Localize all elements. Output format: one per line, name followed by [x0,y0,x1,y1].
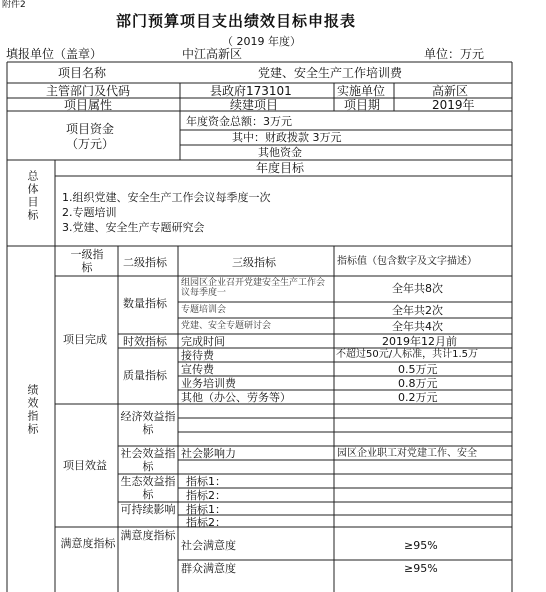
level3-row-name: 指标2： [186,516,226,529]
level3-row-value: 全年共8次 [392,282,443,295]
level3-row-name: 党建、安全专题研讨会 [181,321,272,331]
impl-unit-label: 实施单位 [337,84,386,98]
header-level3: 三级指标 [232,256,276,269]
level3-row-name: 接待费 [181,349,214,362]
level3-row-value: 不超过50元/人标准，共计1.5万 [336,349,478,360]
level2-satisfaction: 满意度指标 [120,529,176,542]
level3-row-name: 群众满意度 [181,562,236,575]
level3-row-name: 社会满意度 [181,539,236,552]
level3-row-value: ≥95% [404,539,438,552]
unit-label: 单位：万元 [424,47,485,61]
level3-row-name: 指标1： [186,503,226,516]
level3-row-name: 指标1： [186,475,226,488]
fund-total: 年度资金总额：3万元 [186,115,292,128]
level3-row-value: 0.5万元 [398,363,438,376]
level2-social: 社会效益指标 [120,447,176,473]
attachment-label: 附件2 [2,0,26,10]
header-level1: 一级指标 [70,248,104,274]
attr-label: 项目属性 [64,98,113,112]
level2-quantity: 数量指标 [123,297,167,310]
level2-sustainable: 可持续影响 [120,503,176,516]
fund-label: 项目资金 [66,122,115,136]
fund-other: 其他资金 [258,146,302,159]
attr-value: 续建项目 [230,98,279,112]
level2-economic: 经济效益指标 [120,410,176,436]
dept-label: 主管部门及代码 [46,84,131,98]
year-goal-header: 年度目标 [256,161,305,175]
page-title: 部门预算项目支出绩效目标申报表 [116,12,357,30]
performance-indicator-label: 绩效指标 [26,384,39,436]
level3-row-value: 园区企业职工对党建工作、安全 [337,448,477,459]
level3-row-name: 指标2： [186,489,226,502]
level3-row-value: 0.8万元 [398,377,438,390]
level3-row-name: 社会影响力 [181,447,236,460]
level3-row-value: 全年共4次 [392,320,443,333]
goal-item: 3.党建、安全生产专题研究会 [62,221,205,234]
overall-target-label: 总体目标 [26,170,39,222]
filling-unit-label: 填报单位（盖章） [6,47,103,61]
filling-unit-value: 中江高新区 [182,47,243,61]
level3-row-name: 业务培训费 [181,377,236,390]
level3-row-value: 全年共2次 [392,304,443,317]
level3-row-name: 其他（办公、劳务等） [181,391,291,404]
level2-ecological: 生态效益指标 [120,475,176,501]
header-level2: 二级指标 [123,256,167,269]
impl-unit-value: 高新区 [432,84,469,98]
goal-item: 1.组织党建、安全生产工作会议每季度一次 [62,191,271,204]
level3-row-name: 组园区企业召开党建安全生产工作会议每季度一 [181,278,326,299]
dept-value: 县政府173101 [210,84,292,98]
level3-row-name: 宣传费 [181,363,214,376]
level1-benefit: 项目效益 [63,459,107,472]
level1-completion: 项目完成 [63,333,107,346]
level3-row-value: 0.2万元 [398,391,438,404]
project-name-value: 党建、安全生产工作培训费 [258,66,403,80]
level1-satisfaction: 满意度指标 [60,537,116,550]
level3-row-name: 专题培训会 [181,305,227,315]
fund-fiscal: 其中：财政拨款 3万元 [232,131,342,144]
project-name-label: 项目名称 [58,66,107,80]
level2-quality: 质量指标 [123,369,167,382]
period-value: 2019年 [432,98,475,112]
level3-row-value: ≥95% [404,562,438,575]
period-label: 项目期 [344,98,381,112]
header-value: 指标值（包含数字及文字描述） [337,256,477,267]
level2-time: 时效指标 [123,335,167,348]
level3-row-name: 完成时间 [181,335,225,348]
fund-unit-label: （万元） [66,137,115,151]
goal-item: 2.专题培训 [62,206,117,219]
level3-row-value: 2019年12月前 [382,335,457,348]
year-label: （ 2019 年度） [222,35,301,48]
